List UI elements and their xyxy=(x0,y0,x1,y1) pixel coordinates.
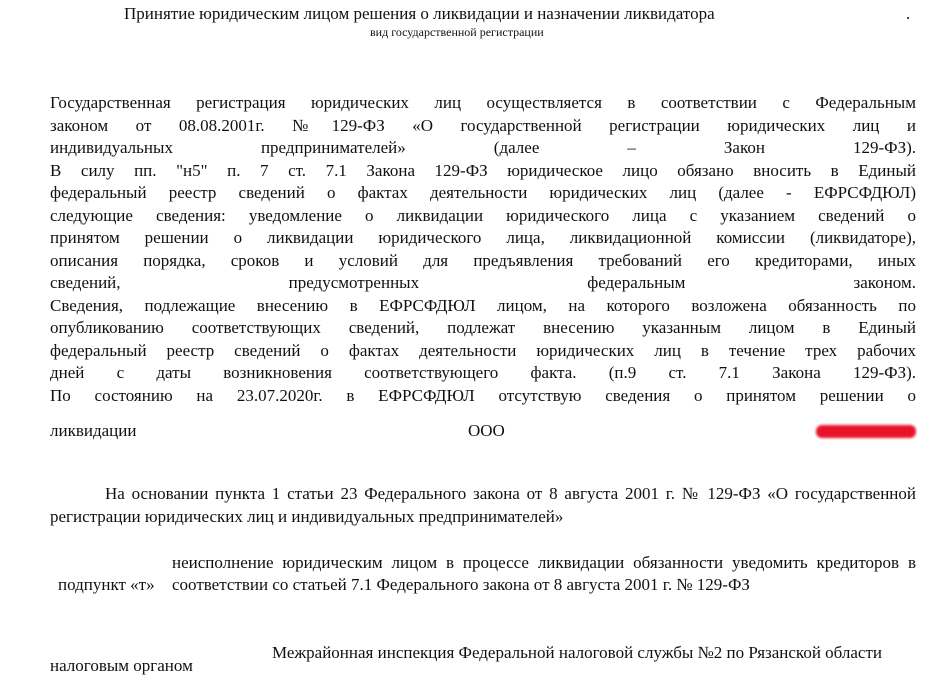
title-trailing-dot: . xyxy=(906,4,911,23)
redaction-mark xyxy=(816,425,916,438)
basis-paragraph: На основании пункта 1 статьи 23 Федерального закона от 8 августа 2001 г. № 129-ФЗ «О государственной регистрации юридических лиц и индивидуальных предпринимателей» xyxy=(50,484,916,526)
tax-authority-label: налоговым органом xyxy=(50,656,193,675)
subpoint-description: неисполнение юридическим лицом в процессе ликвидации обязанности уведомить кредиторов в соответствии со статьей 7.1 Федерального закона от 8 августа 2001 г. № 129-ФЗ xyxy=(172,553,916,594)
text-line: индивидуальных предпринимателей» (далее – Закон 129-ФЗ). xyxy=(50,138,916,157)
tax-authority-name: Межрайонная инспекция Федеральной налоговой службы №2 по Рязанской области xyxy=(271,643,883,662)
text-line: следующие сведения: уведомление о ликвидации юридического лица с указанием сведений о xyxy=(50,205,916,225)
registration-type-title: Принятие юридическим лицом решения о ликвидации и назначении ликвидатора xyxy=(124,4,715,23)
text-line: принятом решении о ликвидации юридического лица, ликвидационной комиссии (ликвидаторе), xyxy=(50,228,916,247)
liquidation-word: ликвидации xyxy=(50,421,137,440)
text-line: дней с даты возникновения соответствующего факта. (п.9 ст. 7.1 Закона 129-ФЗ). xyxy=(50,363,916,382)
legal-basis-paragraph xyxy=(50,92,916,407)
text-line: законом от 08.08.2001г. №129-ФЗ «О государственной регистрации юридических лиц и xyxy=(50,115,916,135)
text-line: федеральный реестр сведений о фактах деятельности юридических лиц (далее - ЕФРСФДЮЛ) xyxy=(50,183,916,202)
subpoint-label: подпункт «т» xyxy=(58,575,155,594)
text-line: опубликованию соответствующих сведений, подлежат внесению указанным лицом в Единый xyxy=(50,318,916,337)
registration-type-caption: вид государственной регистрации xyxy=(370,25,544,39)
text-line: сведений, предусмотренных федеральным законом. xyxy=(50,273,916,292)
liquidation-org-line xyxy=(50,420,916,442)
text-line: Государственная регистрация юридических лиц осуществляется в соответствии с Федеральным xyxy=(50,93,916,112)
text-line: федеральный реестр сведений о фактах деятельности юридических лиц в течение трех рабочих xyxy=(50,340,916,360)
text-line: В силу пп. "н5" п. 7 ст. 7.1 Закона 129-ФЗ юридическое лицо обязано вносить в Единый xyxy=(50,160,916,180)
text-line: Сведения, подлежащие внесению в ЕФРСФДЮЛ лицом, на которого возложена обязанность по xyxy=(50,295,916,315)
text-line: описания порядка, сроков и условий для предъявления требований его кредиторами, иных xyxy=(50,250,916,270)
organization-name: ООО xyxy=(468,421,505,440)
text-line: По состоянию на 23.07.2020г. в ЕФРСФДЮЛ отсутствую сведения о принятом решении о xyxy=(50,385,916,405)
